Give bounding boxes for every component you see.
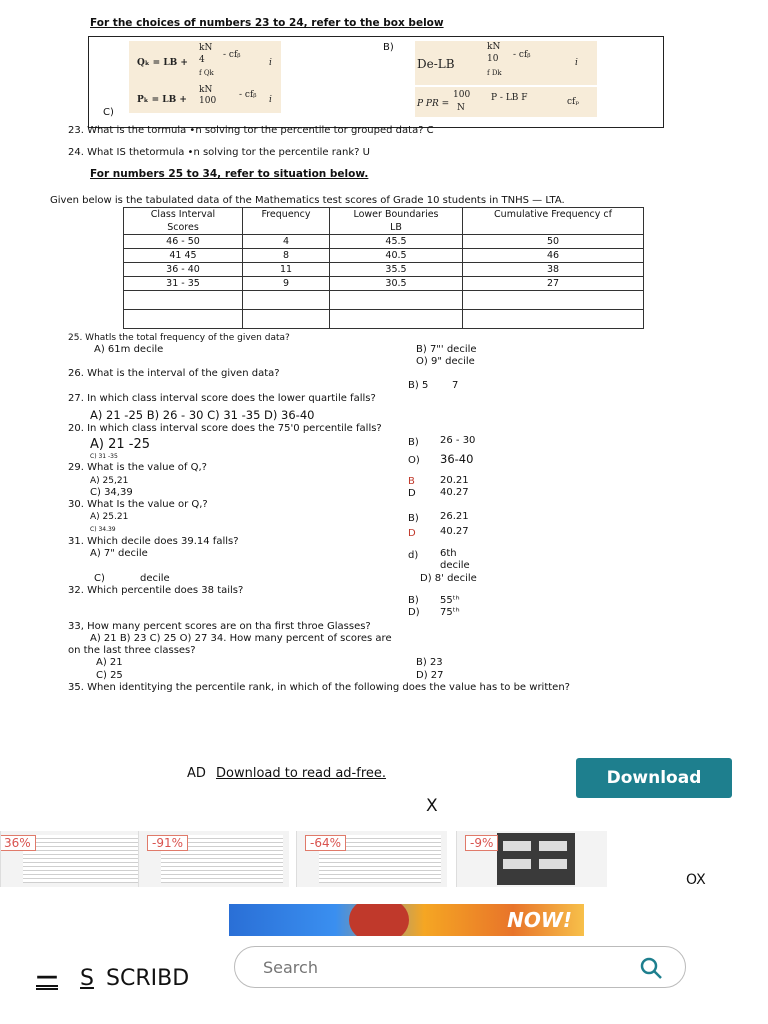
related-doc-thumbnail[interactable] — [0, 831, 151, 887]
q30-option-d: 40.27 — [440, 526, 469, 537]
percentile-rank-formula: P PR = 100 N P - LB F cfₚ — [415, 87, 597, 117]
q28-option-c: C) 31 -35 — [90, 453, 118, 460]
q34-option-a: A) 21 — [96, 657, 123, 668]
question-31: 31. Which decile does 39.14 falls? — [68, 536, 239, 547]
ox-label: OX — [686, 872, 706, 888]
download-ad-free-link[interactable]: Download to read ad-free. — [216, 766, 387, 781]
q32-option-d-label: D) — [408, 607, 420, 618]
menu-icon[interactable]: — — [36, 964, 58, 989]
label-b: B) — [383, 42, 394, 53]
ad-label: AD — [187, 766, 206, 781]
discount-badge: 36% — [0, 835, 36, 851]
brand-name[interactable]: SCRIBD — [106, 966, 190, 991]
q34-option-d: D) 27 — [416, 670, 444, 681]
frequency-table — [123, 207, 644, 329]
question-35: 35. When identitying the percentile rank, in which of the following does the value has to be written? — [68, 682, 570, 693]
q28-option-b: 26 - 30 — [440, 435, 476, 446]
q29-option-b: 20.21 — [440, 475, 469, 486]
question-27: 27. In which class interval score does the lower quartile falls? — [68, 393, 376, 404]
q31-option-d1: 6th — [440, 548, 457, 559]
q31-option-c-text: decile — [140, 573, 170, 584]
search-input[interactable] — [261, 955, 605, 979]
related-doc-thumbnail[interactable] — [296, 831, 447, 887]
box-instruction: For the choices of numbers 23 to 24, refer to the box below — [90, 17, 444, 29]
q34-option-c: C) 25 — [96, 670, 123, 681]
q27-options: A) 21 -25 B) 26 - 30 C) 31 -35 D) 36-40 — [90, 408, 315, 422]
q25-option-d: O) 9" decile — [416, 356, 475, 367]
related-doc-thumbnail[interactable] — [138, 831, 289, 887]
discount-badge: -91% — [147, 835, 188, 851]
percentile-formula: Pₖ = LB + kN - cfᵦ 100 i — [129, 87, 281, 113]
download-button[interactable]: Download — [576, 758, 732, 798]
q33-options: A) 21 B) 23 C) 25 O) 27 34. How many percent of scores are — [90, 633, 392, 644]
search-icon[interactable] — [639, 956, 663, 980]
q32-option-d: 75ᵗʰ — [440, 607, 460, 618]
search-bar[interactable] — [234, 946, 686, 988]
banner-ad[interactable] — [229, 904, 584, 936]
scribd-logo-icon[interactable]: S — [80, 966, 94, 991]
label-c: C) — [103, 107, 114, 118]
q32-option-b-label: B) — [408, 595, 419, 606]
q31-option-d2: decile — [440, 560, 470, 571]
table-row: 41 45 8 40.5 46 — [124, 249, 644, 263]
q32-option-b: 55ᵗʰ — [440, 595, 460, 606]
decile-formula: De-LB kN - cfᵦ 10 f Dk i — [415, 41, 597, 85]
q31-option-d8: D) 8' decile — [420, 573, 477, 584]
situation-heading: For numbers 25 to 34, refer to situation below. — [90, 168, 369, 180]
q26-option-value: 7 — [452, 380, 459, 391]
q29-option-d-label: D — [408, 488, 416, 499]
table-row — [124, 310, 644, 329]
quartile-formula: Qₖ = LB + kN - cfᵦ 4 f Qk i — [129, 41, 281, 87]
q31-option-c: C) — [94, 573, 105, 584]
table-header: Class Interval Scores — [124, 208, 243, 235]
q28-option-a: A) 21 -25 — [90, 437, 151, 452]
q25-option-a: A) 61m decile — [94, 344, 164, 355]
question-23: 23. What is the tormula •n solving tor the percentile tor grouped data? C — [68, 125, 434, 136]
table-row: 31 - 35 9 30.5 27 — [124, 277, 644, 291]
table-header-row — [124, 208, 644, 235]
question-25: 25. Whatls the total frequency of the given data? — [68, 333, 290, 343]
question-34-cont: on the last three classes? — [68, 645, 196, 656]
q34-option-b: B) 23 — [416, 657, 443, 668]
q28-option-d-label: O) — [408, 455, 420, 466]
question-30: 30. What Is the value or Q,? — [68, 499, 208, 510]
q29-option-c: C) 34,39 — [90, 487, 133, 498]
q28-option-b-label: B) — [408, 437, 419, 448]
question-26: 26. What is the interval of the given data? — [68, 368, 280, 379]
question-29: 29. What is the value of Q,? — [68, 462, 207, 473]
discount-badge: -9% — [465, 835, 498, 851]
q25-option-b: B) 7"' decile — [416, 344, 477, 355]
banner-text: NOW! — [507, 908, 572, 932]
discount-badge: -64% — [305, 835, 346, 851]
related-doc-thumbnail[interactable] — [456, 831, 607, 887]
thumbnail-image — [497, 833, 575, 885]
q30-option-b-label: B) — [408, 513, 419, 524]
table-header: Cumulative Frequency cf — [463, 208, 644, 235]
formula-box — [88, 36, 664, 128]
question-33: 33, How many percent scores are on tha first throe Glasses? — [68, 621, 371, 632]
question-28: 20. In which class interval score does the 75'0 percentile falls? — [68, 423, 382, 434]
question-24: 24. What IS thetormula •n solving tor the percentile rank? U — [68, 147, 370, 158]
q30-option-b: 26.21 — [440, 511, 469, 522]
q31-option-d-label: d) — [408, 550, 419, 561]
q28-option-d: 36-40 — [440, 452, 474, 466]
table-header: Frequency — [243, 208, 330, 235]
close-ad-icon[interactable]: X — [426, 796, 438, 816]
q30-option-d-label: D — [408, 528, 416, 539]
table-row: 46 - 50 4 45.5 50 — [124, 235, 644, 249]
table-row: 36 - 40 11 35.5 38 — [124, 263, 644, 277]
q30-option-a: A) 25.21 — [90, 512, 129, 522]
question-32: 32. Which percentile does 38 tails? — [68, 585, 244, 596]
q29-option-d: 40.27 — [440, 487, 469, 498]
q29-option-a: A) 25,21 — [90, 476, 129, 486]
q31-option-a: A) 7" decile — [90, 548, 148, 559]
table-row — [124, 291, 644, 310]
situation-text: Given below is the tabulated data of the Mathematics test scores of Grade 10 students in TNHS — LTA. — [50, 195, 565, 206]
q30-option-c: C) 34.39 — [90, 526, 116, 533]
q26-option-b: B) 5 — [408, 380, 429, 391]
q29-option-b-label: B — [408, 476, 415, 487]
table-header: Lower Boundaries LB — [330, 208, 463, 235]
